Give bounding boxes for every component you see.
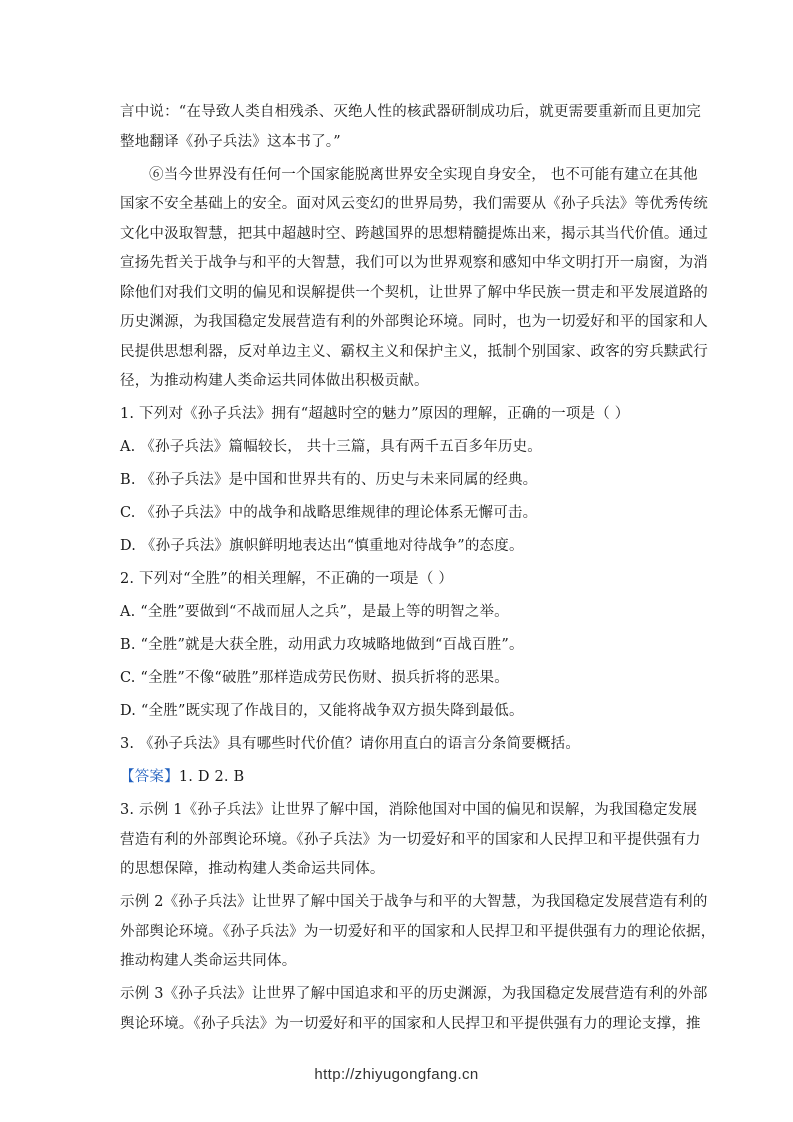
question-1-stem: 1. 下列对《孙子兵法》拥有“超越时空的魅力”原因的理解，正确的一项是（ ） [120,406,630,422]
paragraph-6-line: 国家不安全基础上的安全。面对风云变幻的世界局势，我们需要从《孙子兵法》等优秀传统 [120,196,708,212]
answer-example-3-line: 示例 3《孙子兵法》让世界了解中国追求和平的历史渊源，为我国稳定发展营造有利的外部 [120,986,708,1002]
question-2-option-b: B. “全胜”就是大获全胜，动用武力攻城略地做到“百战百胜”。 [120,637,524,653]
answer-example-1-line: 3. 示例 1《孙子兵法》让世界了解中国，消除他国对中国的偏见和误解，为我国稳定发展 [120,802,698,818]
answer-line [120,763,680,793]
passage-line: 整地翻译《孙子兵法》这本书了。” [120,133,341,150]
question-2-option-a: A. “全胜”要做到“不战而屈人之兵”，是最上等的明智之举。 [120,604,509,620]
question-1-option-d: D. 《孙子兵法》旗帜鲜明地表达出“慎重地对待战争”的态度。 [120,538,524,554]
answer-example-1-line: 的思想保障，推动构建人类命运共同体。 [120,861,385,877]
passage-line: 言中说：“在导致人类自相残杀、灭绝人性的核武器研制成功后，就更需要重新而且更加完 [120,104,701,120]
answer-example-2-line: 外部舆论环境。《孙子兵法》为一切爱好和平的国家和人民捍卫和平提供强有力的理论依据， [120,923,716,940]
page-content [120,98,716,1039]
paragraph-6-line: 民提供思想利器，反对单边主义、霸权主义和保护主义，抵制个别国家、政客的穷兵黩武行 [120,343,708,360]
answer-tag: 【答案】 [120,769,179,785]
paragraph-6-line: ⑥当今世界没有任何一个国家能脱离世界安全实现自身安全， 也不可能有建立在其他 [149,166,698,183]
question-2-option-d: D. “全胜”既实现了作战目的，又能将战争双方损失降到最低。 [120,703,524,719]
paragraph-6-line: 径，为推动构建人类命运共同体做出积极贡献。 [120,373,429,389]
answer-example-1-line: 营造有利的外部舆论环境。《孙子兵法》为一切爱好和平的国家和人民捍卫和平提供强有力 [120,831,701,848]
question-1-option-b: B. 《孙子兵法》是中国和世界共有的、历史与未来同属的经典。 [120,472,538,488]
question-2-stem: 2. 下列对“全胜”的相关理解，不正确的一项是（ ） [120,571,454,587]
paragraph-6-line: 文化中汲取智慧，把其中超越时空、跨越国界的思想精髓提炼出来，揭示其当代价值。通过 [120,225,708,242]
paragraph-6-line: 宣扬先哲关于战争与和平的大智慧，我们可以为世界观察和感知中华文明打开一扇窗，为消 [120,255,708,271]
footer-url: http://zhiyugongfang.cn [314,1066,479,1083]
paragraph-6-line: 历史渊源，为我国稳定发展营造有利的外部舆论环境。同时，也为一切爱好和平的国家和人 [120,314,708,330]
question-3-stem: 3. 《孙子兵法》具有哪些时代价值？请你用直白的语言分条简要概括。 [120,736,581,752]
answer-example-2-line: 推动构建人类命运共同体。 [120,953,297,969]
paragraph-6-line: 除他们对我们文明的偏见和误解提供一个契机，让世界了解中华民族一贯走和平发展道路的 [120,284,708,301]
question-2-option-c: C. “全胜”不像“破胜”那样造成劳民伤财、损兵折将的恶果。 [120,670,509,686]
question-1-option-a: A. 《孙子兵法》篇幅较长， 共十三篇，具有两千五百多年历史。 [120,439,542,455]
question-1-option-c: C. 《孙子兵法》中的战争和战略思维规律的理论体系无懈可击。 [120,505,538,521]
answer-example-3-line: 舆论环境。《孙子兵法》为一切爱好和平的国家和人民捍卫和平提供强有力的理论支撑，推 [120,1015,701,1032]
answer-example-2-line: 示例 2《孙子兵法》让世界了解中国关于战争与和平的大智慧，为我国稳定发展营造有利的 [120,894,708,910]
answer-multiple-choice: 1. D 2. B [178,769,245,785]
